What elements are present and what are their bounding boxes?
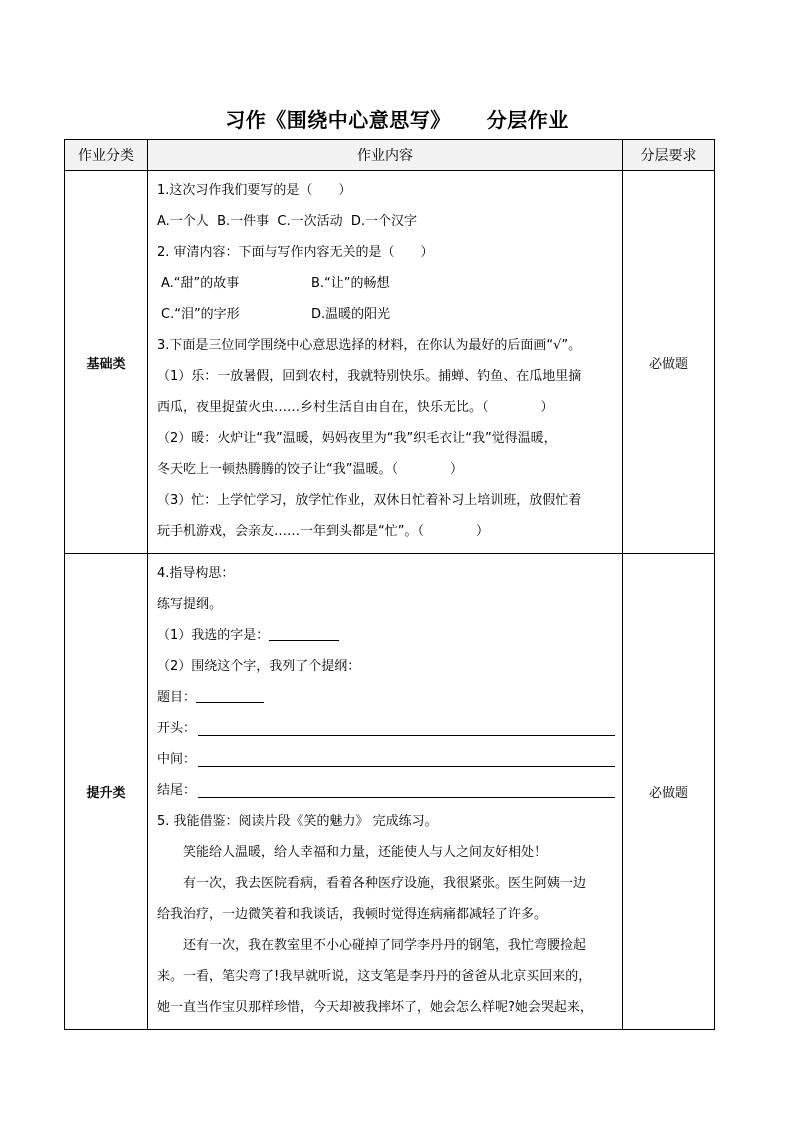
q3-material-2-line-1: （2）暖：火炉让“我”温暖，妈妈夜里为“我”织毛衣让“我”觉得温暖，: [157, 431, 557, 446]
homework-table: [64, 139, 715, 1030]
outline-end-label: 结尾：: [157, 783, 197, 798]
q4-part-1-label: （1）我选的字是：: [157, 628, 270, 643]
title-sub: 分层作业: [486, 108, 569, 132]
outline-start-label: 开头：: [157, 721, 197, 736]
question-1-options: [157, 206, 615, 237]
q2-option-c: C.“泪”的字形: [161, 307, 240, 322]
q1-option-b: B.一件事: [217, 214, 270, 229]
outline-start: [157, 713, 615, 744]
basic-row: [65, 171, 715, 554]
q2-option-d: D.温暖的阳光: [311, 307, 391, 322]
q2-option-a: A.“甜”的故事: [161, 276, 240, 291]
header-category: 作业分类: [65, 140, 148, 171]
q1-option-c: C.一次活动: [277, 214, 343, 229]
advanced-content: [148, 554, 623, 1030]
outline-start-blank[interactable]: [198, 721, 615, 736]
q1-option-a: A.一个人: [157, 214, 209, 229]
passage-p2-line-2: 给我治疗，一边微笑着和我谈话，我顿时觉得连病痛都减轻了许多。: [157, 907, 548, 922]
chosen-char-blank[interactable]: [269, 626, 339, 641]
outline-middle: [157, 744, 615, 775]
q3-material-2-line-2: 冬天吃上一顿热腾腾的饺子让“我”温暖。（ ）: [157, 462, 463, 477]
outline-end: [157, 775, 615, 806]
question-2: 2. 审清内容：下面与写作内容无关的是（ ）: [157, 245, 434, 260]
title-main: 习作《围绕中心意思写》: [225, 108, 451, 132]
page-title: [0, 104, 794, 133]
requirement-advanced: 必做题: [623, 554, 715, 1030]
outline-title-label: 题目：: [157, 690, 197, 705]
header-requirement: 分层要求: [623, 140, 715, 171]
passage-p3-line-2: 来。一看，笔尖弯了!我早就听说，这支笔是李丹丹的爸爸从北京买回来的，: [157, 969, 592, 984]
header-content: 作业内容: [148, 140, 623, 171]
passage-p1: 笑能给人温暖，给人幸福和力量，还能使人与人之间友好相处！: [183, 845, 548, 860]
q1-option-d: D.一个汉字: [350, 214, 418, 229]
outline-title: [157, 682, 615, 713]
requirement-basic: 必做题: [623, 171, 715, 554]
q4-task: 练写提纲。: [157, 597, 223, 612]
question-2-options-ab: [157, 268, 615, 299]
question-4: 4.指导构思：: [157, 566, 235, 581]
q3-material-3-line-2: 玩手机游戏，会亲友……一年到头都是“忙”。（ ）: [157, 524, 489, 539]
category-advanced: 提升类: [65, 554, 148, 1030]
question-1: 1.这次习作我们要写的是（ ）: [157, 183, 352, 198]
passage-p3-line-1: 还有一次，我在教室里不小心碰掉了同学李丹丹的钢笔，我忙弯腰捡起: [183, 938, 587, 953]
outline-title-blank[interactable]: [196, 688, 264, 703]
passage-p2-line-1: 有一次，我去医院看病，看着各种医疗设施，我很紧张。医生阿姨一边: [183, 876, 587, 891]
q4-part-2: （2）围绕这个字，我列了个提纲：: [157, 659, 361, 674]
q4-part-1: [157, 620, 615, 651]
outline-end-blank[interactable]: [198, 783, 615, 798]
q3-material-1-line-2: 西瓜，夜里捉萤火虫……乡村生活自由自在，快乐无比。（ ）: [157, 400, 554, 415]
q2-option-b: B.“让”的畅想: [311, 276, 390, 291]
question-5: 5. 我能借鉴：阅读片段《笑的魅力》 完成练习。: [157, 814, 438, 829]
question-2-options-cd: [157, 299, 615, 330]
advanced-row: [65, 554, 715, 1030]
outline-middle-label: 中间：: [157, 752, 197, 767]
outline-middle-blank[interactable]: [198, 752, 615, 767]
question-3: 3.下面是三位同学围绕中心意思选择的材料，在你认为最好的后面画“√”。: [157, 338, 582, 353]
category-basic: 基础类: [65, 171, 148, 554]
passage-p3-line-3: 她一直当作宝贝那样珍惜，今天却被我摔坏了，她会怎么样呢?她会哭起来，: [157, 1000, 593, 1015]
header-row: [65, 140, 715, 171]
basic-content: [148, 171, 623, 554]
q3-material-1-line-1: （1）乐：一放暑假，回到农村，我就特别快乐。捕蝉、钓鱼、在瓜地里摘: [157, 369, 582, 384]
q3-material-3-line-1: （3）忙：上学忙学习，放学忙作业，双休日忙着补习上培训班，放假忙着: [157, 493, 582, 508]
